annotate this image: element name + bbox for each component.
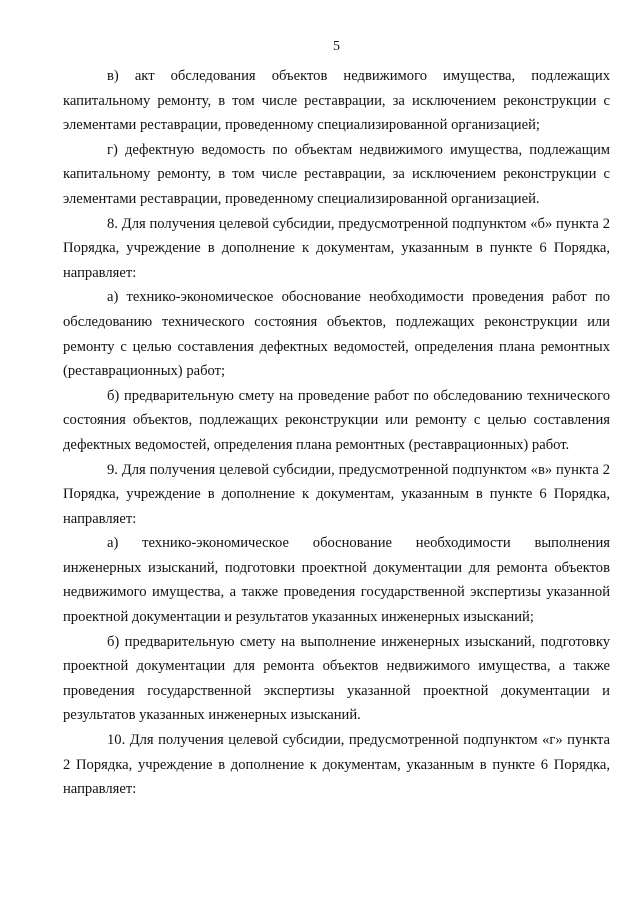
paragraph-8a: а) технико-экономическое обоснование необходимости проведения работ по обследованию технического состояния объектов, подлежащих реконструкции или ремонту с целью составления дефектных ведомостей, определения плана ремонтных (реставрационных) работ; — [63, 289, 610, 380]
paragraph-item-10: 10. Для получения целевой субсидии, предусмотренной подпунктом «г» пункта 2 Порядка, учреждение в дополнение к документам, указанным в пункте 6 Порядка, направляет: — [63, 732, 610, 798]
paragraph-item-8: 8. Для получения целевой субсидии, предусмотренной подпунктом «б» пункта 2 Порядка, учреждение в дополнение к документам, указанным в пункте 6 Порядка, направляет: — [63, 215, 610, 281]
paragraph-8b: б) предварительную смету на проведение работ по обследованию технического состояния объектов, подлежащих реконструкции или ремонту с целью составления дефектных ведомостей, определения плана ремонтных (реставрационных) работ. — [63, 387, 610, 453]
paragraph-item-9: 9. Для получения целевой субсидии, предусмотренной подпунктом «в» пункта 2 Порядка, учреждение в дополнение к документам, указанным в пункте 6 Порядка, направляет: — [63, 461, 610, 527]
page-number: 5 — [333, 39, 340, 54]
paragraph-9b: б) предварительную смету на выполнение инженерных изысканий, подготовку проектной документации для ремонта объектов недвижимого имущества, а также проведения государственной экспертизы указанной проектной документации и результатов указанных инженерных изысканий. — [63, 633, 610, 724]
paragraph-g-defect-statement: г) дефектную ведомость по объектам недвижимого имущества, подлежащим капитальному ремонту, в том числе реставрации, за исключением реконструкции с элементами реставрации, проведенному специализированной организацией. — [63, 141, 610, 207]
paragraph-v-survey-act: в) акт обследования объектов недвижимого имущества, подлежащих капитальному ремонту, в том числе реставрации, за исключением реконструкции с элементами реставрации, проведенному специализированной организацией; — [63, 68, 610, 134]
paragraph-9a: а) технико-экономическое обоснование необходимости выполнения инженерных изысканий, подготовки проектной документации для ремонта объектов недвижимого имущества, а также проведения государственной экспертизы указанной проектной документации и результатов указанных инженерных изысканий; — [63, 535, 610, 626]
